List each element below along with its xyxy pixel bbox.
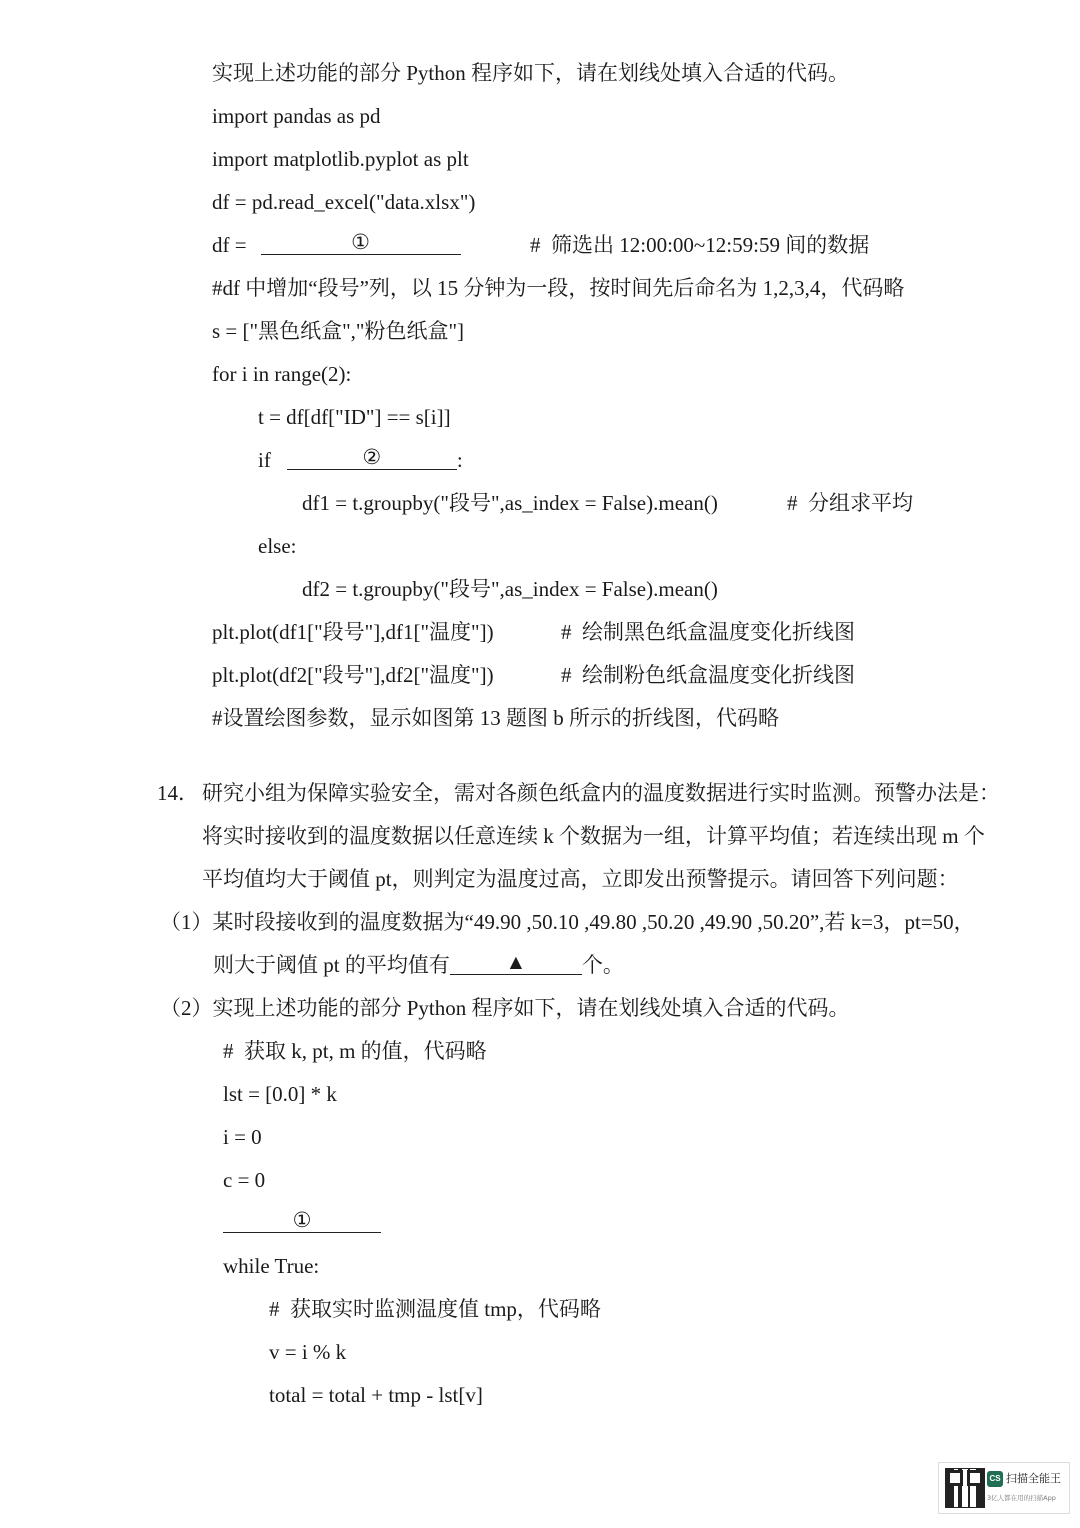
code-line: plt.plot(df1["段号"],df1["温度"]) — [212, 620, 494, 644]
code-text: df = — [212, 233, 247, 257]
code-comment: # 分组求平均 — [787, 491, 913, 515]
code-line: t = df[df["ID"] == s[i]] — [258, 405, 451, 429]
code-comment: # 筛选出 12:00:00~12:59:59 间的数据 — [530, 233, 870, 257]
q13-intro: 实现上述功能的部分 Python 程序如下，请在划线处填入合适的代码。 — [212, 61, 850, 85]
code-comment: # 绘制黑色纸盒温度变化折线图 — [561, 620, 855, 644]
code-line-blank-3 — [223, 1208, 381, 1238]
code-line: import matplotlib.pyplot as plt — [212, 147, 469, 171]
watermark-app-name: 扫描全能王 — [1006, 1472, 1061, 1485]
q14-stem: 平均值均大于阈值 pt，则判定为温度过高，立即发出预警提示。请回答下列问题： — [202, 867, 959, 891]
code-line: v = i % k — [269, 1340, 347, 1364]
q14-sub1: （1）某时段接收到的温度数据为“49.90 ,50.10 ,49.80 ,50.20 ,49.90 ,50.20”,若 k=3，pt=50， — [160, 910, 975, 934]
question-text: 个。 — [581, 953, 624, 977]
code-line-blank-1 — [212, 230, 461, 260]
blank-marker: ▲ — [505, 950, 527, 974]
code-line-blank-2 — [258, 445, 463, 475]
code-line: i = 0 — [223, 1125, 262, 1149]
code-line: lst = [0.0] * k — [223, 1082, 337, 1106]
scanner-watermark — [938, 1462, 1070, 1514]
code-line: total = total + tmp - lst[v] — [269, 1383, 483, 1407]
code-comment: #df 中增加“段号”列，以 15 分钟为一段，按时间先后命名为 1,2,3,4，代码略 — [212, 276, 905, 300]
camscanner-logo-icon: CS — [987, 1471, 1003, 1487]
code-line: for i in range(2): — [212, 362, 352, 386]
q14-stem: 将实时接收到的温度数据以任意连续 k 个数据为一组，计算平均值；若连续出现 m 个 — [202, 824, 985, 848]
code-line: s = ["黑色纸盒","粉色纸盒"] — [212, 319, 465, 343]
code-comment: #设置绘图参数，显示如图第 13 题图 b 所示的折线图，代码略 — [212, 706, 779, 730]
code-line: df2 = t.groupby("段号",as_index = False).mean() — [302, 577, 718, 601]
answer-blank-3[interactable] — [223, 1208, 381, 1233]
answer-blank-1[interactable] — [261, 230, 461, 255]
code-line: plt.plot(df2["段号"],df2["温度"]) — [212, 663, 494, 687]
code-line: df = pd.read_excel("data.xlsx") — [212, 190, 476, 214]
question-text: 则大于阈值 pt 的平均值有 — [213, 953, 450, 977]
code-comment: # 绘制粉色纸盒温度变化折线图 — [561, 663, 855, 687]
q14-sub1-answer-line — [213, 950, 624, 980]
code-text: if — [258, 448, 271, 472]
code-line: import pandas as pd — [212, 104, 381, 128]
watermark-tagline: 3亿人都在用的扫描App — [987, 1494, 1056, 1502]
code-line: df1 = t.groupby("段号",as_index = False).mean() — [302, 491, 718, 515]
code-comment: # 获取实时监测温度值 tmp，代码略 — [269, 1297, 601, 1321]
question-number: 14． — [157, 781, 199, 805]
code-line: c = 0 — [223, 1168, 266, 1192]
blank-marker: ② — [362, 445, 382, 469]
code-line: else: — [258, 534, 297, 558]
blank-marker: ① — [351, 230, 370, 254]
answer-blank-2[interactable] — [287, 445, 457, 470]
code-line: while True: — [223, 1254, 320, 1278]
qr-code-icon — [945, 1468, 985, 1508]
q14-sub2: （2）实现上述功能的部分 Python 程序如下，请在划线处填入合适的代码。 — [160, 996, 850, 1020]
answer-blank-count[interactable] — [450, 950, 582, 975]
blank-marker: ① — [292, 1208, 312, 1232]
q14-stem: 研究小组为保障实验安全，需对各颜色纸盒内的温度数据进行实时监测。预警办法是： — [202, 781, 1000, 805]
code-comment: # 获取 k, pt, m 的值，代码略 — [223, 1039, 487, 1063]
code-text: : — [456, 448, 463, 472]
